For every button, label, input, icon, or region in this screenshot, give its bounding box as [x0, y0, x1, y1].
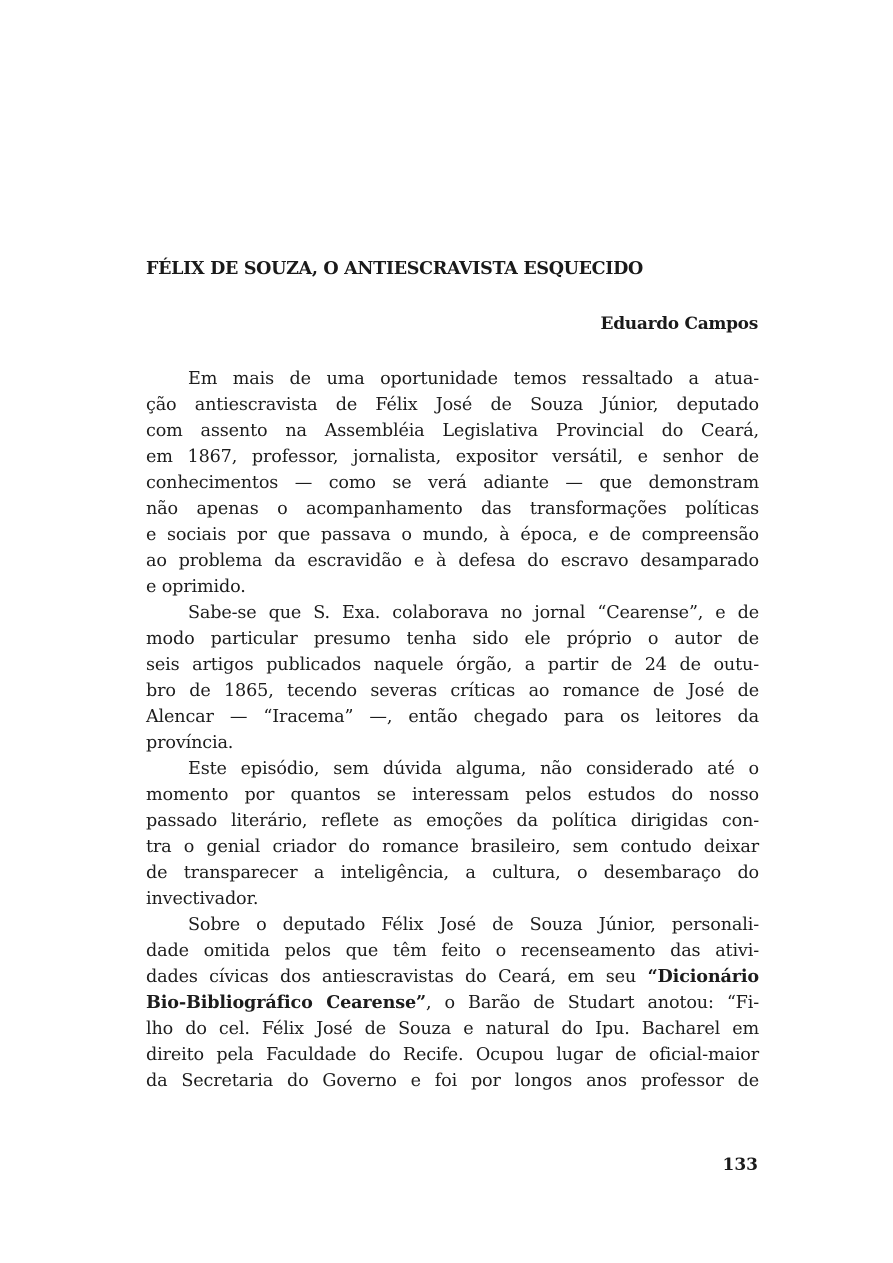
text-line: com assento na Assembléia Legislativa Provincial do Ceará, [146, 421, 759, 441]
text-line: conhecimentos — como se verá adiante — que demonstram [146, 473, 759, 493]
text-line: lho do cel. Félix José de Souza e natural do Ipu. Bacharel em [146, 1019, 759, 1039]
article-title: FÉLIX DE SOUZA, O ANTIESCRAVISTA ESQUECIDO [146, 259, 643, 279]
text-line: e oprimido. [146, 577, 246, 597]
text-line: passado literário, reflete as emoções da política dirigidas con- [146, 811, 759, 831]
text-line: modo particular presumo tenha sido ele próprio o autor de [146, 629, 759, 649]
text-line: ao problema da escravidão e à defesa do escravo desamparado [146, 551, 759, 571]
text-line: dade omitida pelos que têm feito o recenseamento das ativi- [146, 941, 759, 961]
text-line: Alencar — “Iracema” —, então chegado para os leitores da [146, 707, 759, 727]
text-line: seis artigos publicados naquele órgão, a partir de 24 de outu- [146, 655, 759, 675]
text-line: tra o genial criador do romance brasileiro, sem contudo deixar [146, 837, 759, 857]
text-line: de transparecer a inteligência, a cultura, o desembaraço do [146, 863, 759, 883]
work-title: “Dicionário [647, 966, 759, 987]
work-title: Bio-Bibliográfico Cearense” [146, 992, 427, 1013]
text-line: Sobre o deputado Félix José de Souza Júnior, personali- [188, 915, 759, 935]
text-line: em 1867, professor, jornalista, expositor versátil, e senhor de [146, 447, 759, 467]
text-line: Em mais de uma oportunidade temos ressaltado a atua- [188, 369, 759, 389]
text-line: bro de 1865, tecendo severas críticas ao romance de José de [146, 681, 759, 701]
text-line: Sabe-se que S. Exa. colaborava no jornal “Cearense”, e de [188, 603, 759, 623]
text-line: não apenas o acompanhamento das transformações políticas [146, 499, 759, 519]
page-number: 133 [722, 1155, 758, 1175]
author-name: Eduardo Campos [600, 314, 758, 334]
paragraph-4 [146, 912, 759, 1094]
text-line: da Secretaria do Governo e foi por longos anos professor de [146, 1071, 759, 1091]
text-segment: dades cívicas dos antiescravistas do Ceará, em seu [146, 967, 637, 987]
article-body [146, 366, 759, 1094]
paragraph-1 [146, 366, 759, 600]
text-line: direito pela Faculdade do Recife. Ocupou lugar de oficial-maior [146, 1045, 759, 1065]
text-line: província. [146, 733, 234, 753]
text-line: Este episódio, sem dúvida alguma, não considerado até o [188, 759, 759, 779]
text-line-with-work-title [146, 990, 759, 1016]
text-line-with-work-title [146, 964, 759, 990]
text-line: ção antiescravista de Félix José de Souza Júnior, deputado [146, 395, 759, 415]
text-segment: , o Barão de Studart anotou: “Fi- [426, 993, 760, 1013]
text-line: momento por quantos se interessam pelos estudos do nosso [146, 785, 759, 805]
text-line: e sociais por que passava o mundo, à época, e de compreensão [146, 525, 759, 545]
paragraph-2 [146, 600, 759, 756]
text-line: invectivador. [146, 889, 259, 909]
paragraph-3 [146, 756, 759, 912]
